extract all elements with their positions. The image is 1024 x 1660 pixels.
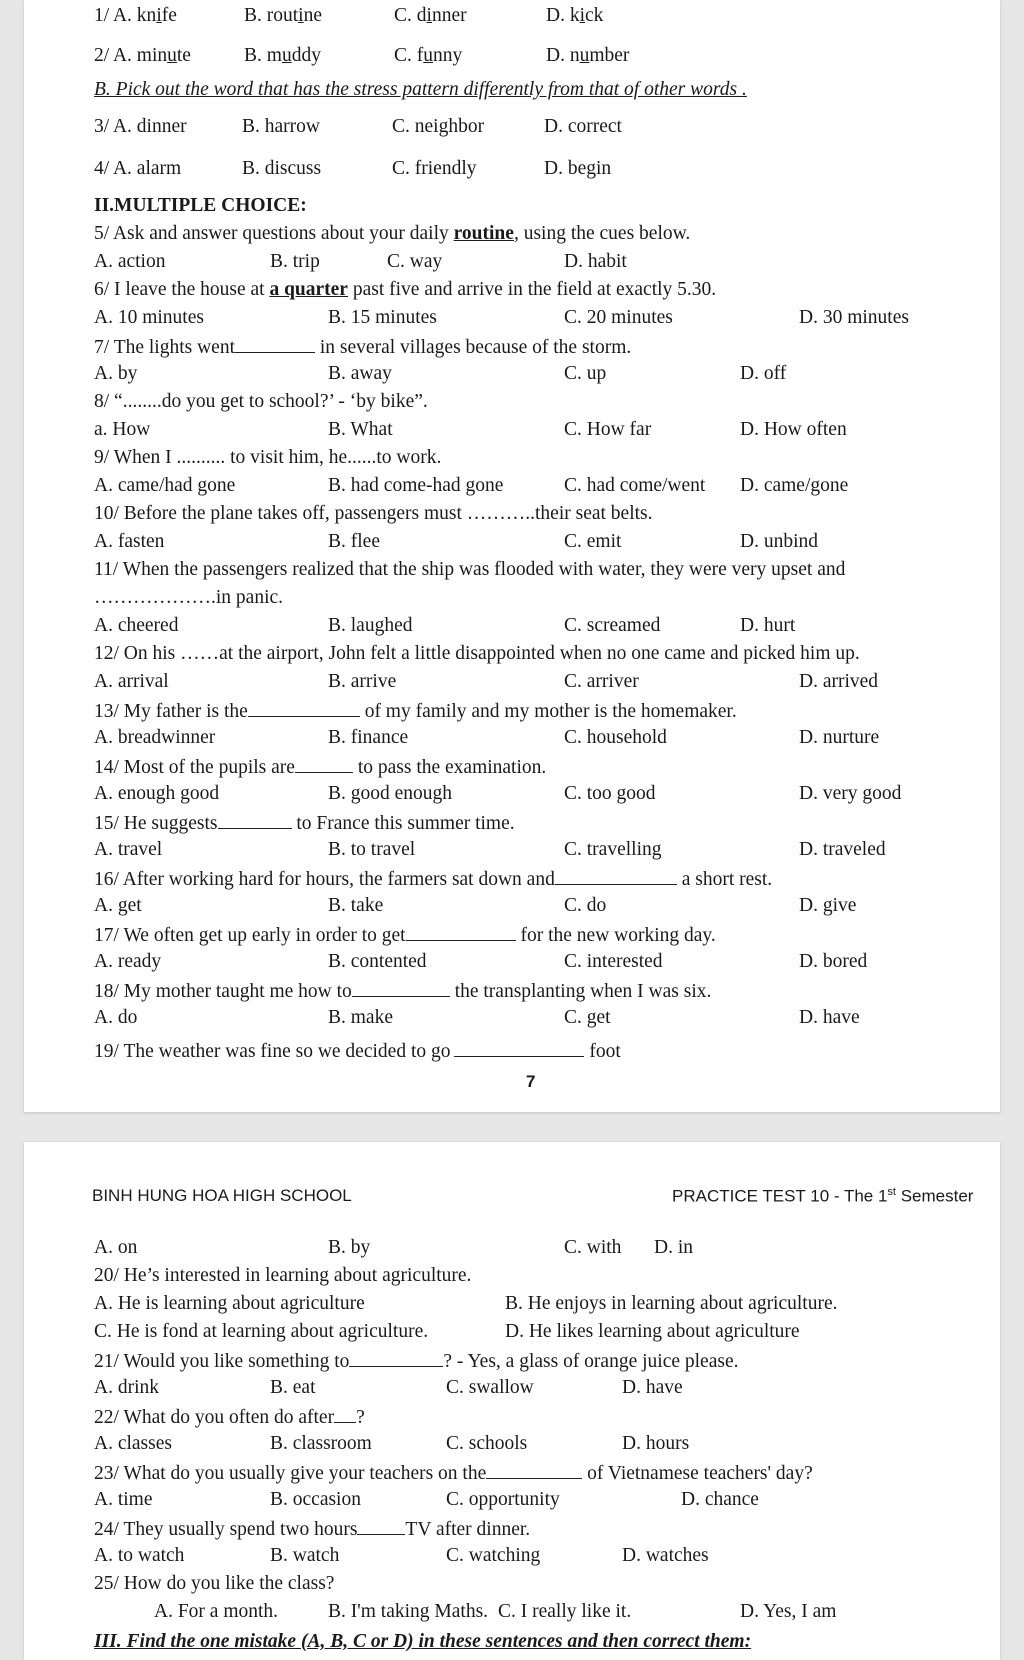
option-d: D. came/gone [740, 475, 849, 496]
option-b: B. watch [270, 1545, 340, 1566]
option-d: D. hours [622, 1433, 690, 1454]
question-19: 19/ The weather was fine so we decided to go foot [94, 1038, 621, 1064]
option-b: B. contented [328, 951, 427, 972]
question-22: 22/ What do you often do after ? [94, 1404, 365, 1430]
option-c: C. up [564, 363, 607, 384]
question-24: 24/ They usually spend two hours TV after dinner. [94, 1516, 530, 1542]
option-d: D. chance [681, 1489, 759, 1510]
option-a: A. fasten [94, 531, 165, 552]
option-c: C. neighbor [392, 116, 485, 137]
option-a: A. cheered [94, 615, 179, 636]
section-2-heading: II.MULTIPLE CHOICE: [94, 195, 307, 216]
answer-blank[interactable] [357, 1516, 405, 1535]
option-c: C. way [387, 251, 443, 272]
option-b: B. arrive [328, 671, 397, 692]
option-d: D. off [740, 363, 787, 384]
section-3-heading: III. Find the one mistake (A, B, C or D) in these sentences and then correct them: [94, 1631, 752, 1652]
question-13: 13/ My father is the of my family and my mother is the homemaker. [94, 698, 737, 724]
option-b: B. muddy [244, 45, 321, 66]
option-b: B. occasion [270, 1489, 361, 1510]
option-c: C. dinner [394, 5, 467, 26]
option-b: B. make [328, 1007, 393, 1028]
option-d: D. unbind [740, 531, 818, 552]
option-d: D. 30 minutes [799, 307, 909, 328]
option-c: C. household [564, 727, 667, 748]
option-b: B. take [328, 895, 384, 916]
option-b: B. by [328, 1237, 371, 1258]
option-a: A. get [94, 895, 142, 916]
answer-blank[interactable] [334, 1404, 356, 1423]
option-a: A. He is learning about agriculture [94, 1293, 365, 1314]
option-b: B. good enough [328, 783, 453, 804]
option-a: A. came/had gone [94, 475, 236, 496]
option-d: D. nurture [799, 727, 880, 748]
option-d: D. very good [799, 783, 902, 804]
option-d: D. have [799, 1007, 860, 1028]
option-d: D. bored [799, 951, 868, 972]
option-c: C. How far [564, 419, 652, 440]
option-a: A. classes [94, 1433, 172, 1454]
question-10: 10/ Before the plane takes off, passengers must ………..their seat belts. [94, 503, 653, 524]
section-b-instruction: B. Pick out the word that has the stress pattern differently from that of other words . [94, 79, 747, 100]
option-d: D. have [622, 1377, 683, 1398]
option-a: 3/ A. dinner [94, 116, 187, 137]
option-a: A. on [94, 1237, 138, 1258]
option-b: B. finance [328, 727, 409, 748]
option-a: A. arrival [94, 671, 169, 692]
option-a: 1/ A. knife [94, 5, 177, 26]
option-c: C. do [564, 895, 607, 916]
option-c: C. He is fond at learning about agriculture. [94, 1321, 429, 1342]
option-a: A. do [94, 1007, 138, 1028]
option-b: B. laughed [328, 615, 413, 636]
option-c: C. schools [446, 1433, 528, 1454]
option-c: C. get [564, 1007, 611, 1028]
option-b: B. had come-had gone [328, 475, 504, 496]
option-d: D. correct [544, 116, 622, 137]
option-a: A. breadwinner [94, 727, 216, 748]
school-name: BINH HUNG HOA HIGH SCHOOL [92, 1186, 352, 1205]
option-a: A. ready [94, 951, 162, 972]
option-a: a. How [94, 419, 151, 440]
answer-blank[interactable] [295, 754, 353, 773]
option-d: D. arrived [799, 671, 879, 692]
option-c: C. watching [446, 1545, 541, 1566]
option-c: C. opportunity [446, 1489, 560, 1510]
page-number: 7 [526, 1072, 536, 1091]
option-c: C. I really like it. [498, 1601, 632, 1622]
option-d: D. How often [740, 419, 847, 440]
option-a: A. by [94, 363, 138, 384]
option-c: C. had come/went [564, 475, 706, 496]
option-b: B. trip [270, 251, 320, 272]
question-16: 16/ After working hard for hours, the farmers sat down and a short rest. [94, 866, 772, 892]
question-14: 14/ Most of the pupils are to pass the examination. [94, 754, 546, 780]
option-a: A. drink [94, 1377, 159, 1398]
question-7: 7/ The lights went in several villages because of the storm. [94, 334, 631, 360]
option-a: 2/ A. minute [94, 45, 191, 66]
option-c: C. swallow [446, 1377, 534, 1398]
option-d: D. number [546, 45, 630, 66]
option-c: C. too good [564, 783, 656, 804]
question-9: 9/ When I .......... to visit him, he......to work. [94, 447, 442, 468]
question-20: 20/ He’s interested in learning about agriculture. [94, 1265, 472, 1286]
option-c: C. interested [564, 951, 663, 972]
question-11-line-2: ……………….in panic. [94, 587, 284, 608]
question-21: 21/ Would you like something to ? - Yes, a glass of orange juice please. [94, 1348, 738, 1374]
option-a: A. enough good [94, 783, 220, 804]
answer-blank[interactable] [248, 698, 360, 717]
option-d: D. begin [544, 158, 612, 179]
question-23: 23/ What do you usually give your teachers on the of Vietnamese teachers' day? [94, 1460, 813, 1486]
option-b: B. He enjoys in learning about agriculture. [505, 1293, 838, 1314]
option-b: B. What [328, 419, 393, 440]
question-25: 25/ How do you like the class? [94, 1573, 335, 1594]
option-b: B. away [328, 363, 392, 384]
option-c: C. travelling [564, 839, 662, 860]
option-d: D. kick [546, 5, 604, 26]
option-b: B. harrow [242, 116, 320, 137]
question-18: 18/ My mother taught me how to the transplanting when I was six. [94, 978, 711, 1004]
option-d: D. hurt [740, 615, 796, 636]
option-d: D. traveled [799, 839, 886, 860]
question-5: 5/ Ask and answer questions about your daily routine, using the cues below. [94, 223, 691, 244]
option-a: A. action [94, 251, 166, 272]
question-6: 6/ I leave the house at a quarter past five and arrive in the field at exactly 5.30. [94, 279, 717, 300]
option-b: B. classroom [270, 1433, 372, 1454]
answer-blank[interactable] [555, 866, 677, 885]
option-b: B. 15 minutes [328, 307, 437, 328]
option-a: 4/ A. alarm [94, 158, 182, 179]
option-c: C. friendly [392, 158, 477, 179]
option-a: A. travel [94, 839, 163, 860]
option-a: A. time [94, 1489, 153, 1510]
option-d: D. give [799, 895, 857, 916]
answer-blank[interactable] [406, 922, 516, 941]
option-b: B. flee [328, 531, 380, 552]
option-c: C. 20 minutes [564, 307, 673, 328]
option-c: C. screamed [564, 615, 661, 636]
option-d: D. He likes learning about agriculture [505, 1321, 800, 1342]
option-b: B. routine [244, 5, 322, 26]
option-c: C. emit [564, 531, 622, 552]
question-11-line-1: 11/ When the passengers realized that the ship was flooded with water, they were very upset and [94, 559, 846, 580]
question-15: 15/ He suggests to France this summer time. [94, 810, 515, 836]
option-d: D. habit [564, 251, 627, 272]
answer-blank[interactable] [349, 1348, 443, 1367]
answer-blank[interactable] [486, 1460, 582, 1479]
option-b: B. eat [270, 1377, 316, 1398]
option-b: B. to travel [328, 839, 416, 860]
question-12: 12/ On his ……at the airport, John felt a little disappointed when no one came and picked him up. [94, 643, 860, 664]
option-d: D. in [654, 1237, 693, 1258]
option-d: D. Yes, I am [740, 1601, 837, 1622]
test-title: PRACTICE TEST 10 - The 1st Semester [672, 1186, 974, 1206]
option-a: A. to watch [94, 1545, 185, 1566]
option-a: A. 10 minutes [94, 307, 204, 328]
question-17: 17/ We often get up early in order to get for the new working day. [94, 922, 716, 948]
option-b: B. I'm taking Maths. [328, 1601, 489, 1622]
answer-blank[interactable] [235, 334, 315, 353]
option-c: C. funny [394, 45, 463, 66]
option-b: B. discuss [242, 158, 322, 179]
option-d: D. watches [622, 1545, 709, 1566]
answer-blank[interactable] [352, 978, 450, 997]
question-8: 8/ “........do you get to school?’ - ‘by bike”. [94, 391, 428, 412]
answer-blank[interactable] [218, 810, 292, 829]
answer-blank[interactable] [454, 1038, 584, 1057]
option-c: C. with [564, 1237, 622, 1258]
option-c: C. arriver [564, 671, 639, 692]
option-a: A. For a month. [154, 1601, 279, 1622]
